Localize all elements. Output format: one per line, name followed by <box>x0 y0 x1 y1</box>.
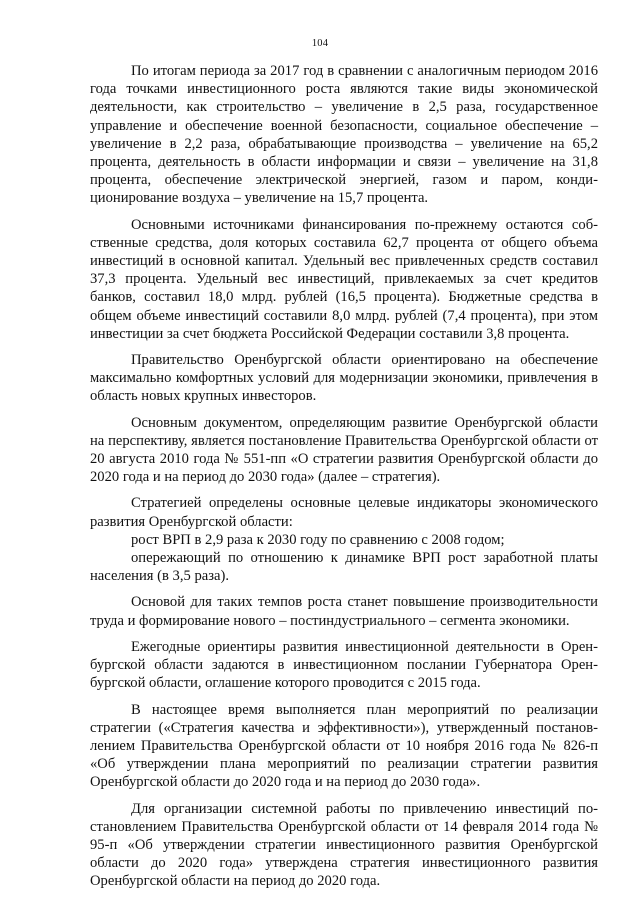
paragraph-action-plan: В настоящее время выполняется план мероприятий по реализации стратегии («Стратегия качества и эффективности»), утвержденный постановлением Правительства Оренбургской области от 10 ноября 2016 года № 826-п «Об утверждении плана мероприятий по реализации стратегии развития Оренбургской области до 2020 года и на период до 2030 года». <box>90 701 598 791</box>
page-number: 104 <box>311 38 329 49</box>
paragraph-productivity: Основой для таких темпов роста станет повышение производительности труда и формирование нового – постиндустриального – сегмента экономики. <box>90 594 598 629</box>
paragraph-investment-growth: По итогам периода за 2017 год в сравнении с аналогичным периодом 2016 года точками инвестиционного роста являются такие виды экономической деятельности, как строительство – увеличение в 2,5 раза, государственное управление и обеспечение военной безопасности, социальное обеспечение – увеличение в 2,2 раза, обрабатывающие производства – увеличение на 65,2 процента, деятельность в области информации и связи – увеличение на 31,8 процента, обеспечение электрической энергией, газом и паром, кондиционирование воздуха – увеличение на 15,7 процента. <box>90 63 598 207</box>
list-item-grp-growth: рост ВРП в 2,9 раза к 2030 году по сравнению с 2008 годом; <box>131 531 505 548</box>
paragraph-financing-sources: Основными источниками финансирования по-прежнему остаются собственные средства, доля которых составила 62,7 процента от общего объема инвестиций в основной капитал. Удельный вес привлеченных средств составил 37,3 процента. Удельный вес инвестиций, привлекаемых за счет кредитов банков, составил 18,0 млрд. рублей (16,5 процента). Бюджетные средства в общем объеме инвестиций составили 8,0 млрд. рублей (7,4 процента), при этом инвестиции за счет бюджета Российской Федерации составили 3,8 процента. <box>90 216 598 342</box>
document-body <box>90 62 598 899</box>
paragraph-annual-guidelines: Ежегодные ориентиры развития инвестиционной деятельности в Оренбургской области задаются в инвестиционном послании Губернатора Оренбургской области, оглашение которого проводится с 2015 года. <box>90 638 598 692</box>
paragraph-main-document: Основным документом, определяющим развитие Оренбургской области на перспективу, является постановление Правительства Оренбургской области от 20 августа 2010 года № 551-пп «О стратегии развития Оренбургской области до 2020 года и на период до 2030 года» (далее – стратегия). <box>90 414 598 486</box>
list-item-wage-growth: опережающий по отношению к динамике ВРП рост заработной платы населения (в 3,5 раза). <box>90 550 598 585</box>
paragraph-government-orientation: Правительство Оренбургской области ориентировано на обеспечение максимально комфортных условий для модернизации экономики, привлечения в область новых крупных инвесторов. <box>90 352 598 405</box>
paragraph-investment-strategy: Для организации системной работы по привлечению инвестиций постановлением Правительства Оренбургской области от 14 февраля 2014 года № 95-п «Об утверждении стратегии инвестиционного развития Оренбургской области до 2020 года» утверждена стратегия инвестиционного развития Оренбургской области на период до 2020 года. <box>90 800 598 890</box>
paragraph-target-indicators: Стратегией определены основные целевые индикаторы экономического развития Оренбургской области: <box>90 495 598 530</box>
